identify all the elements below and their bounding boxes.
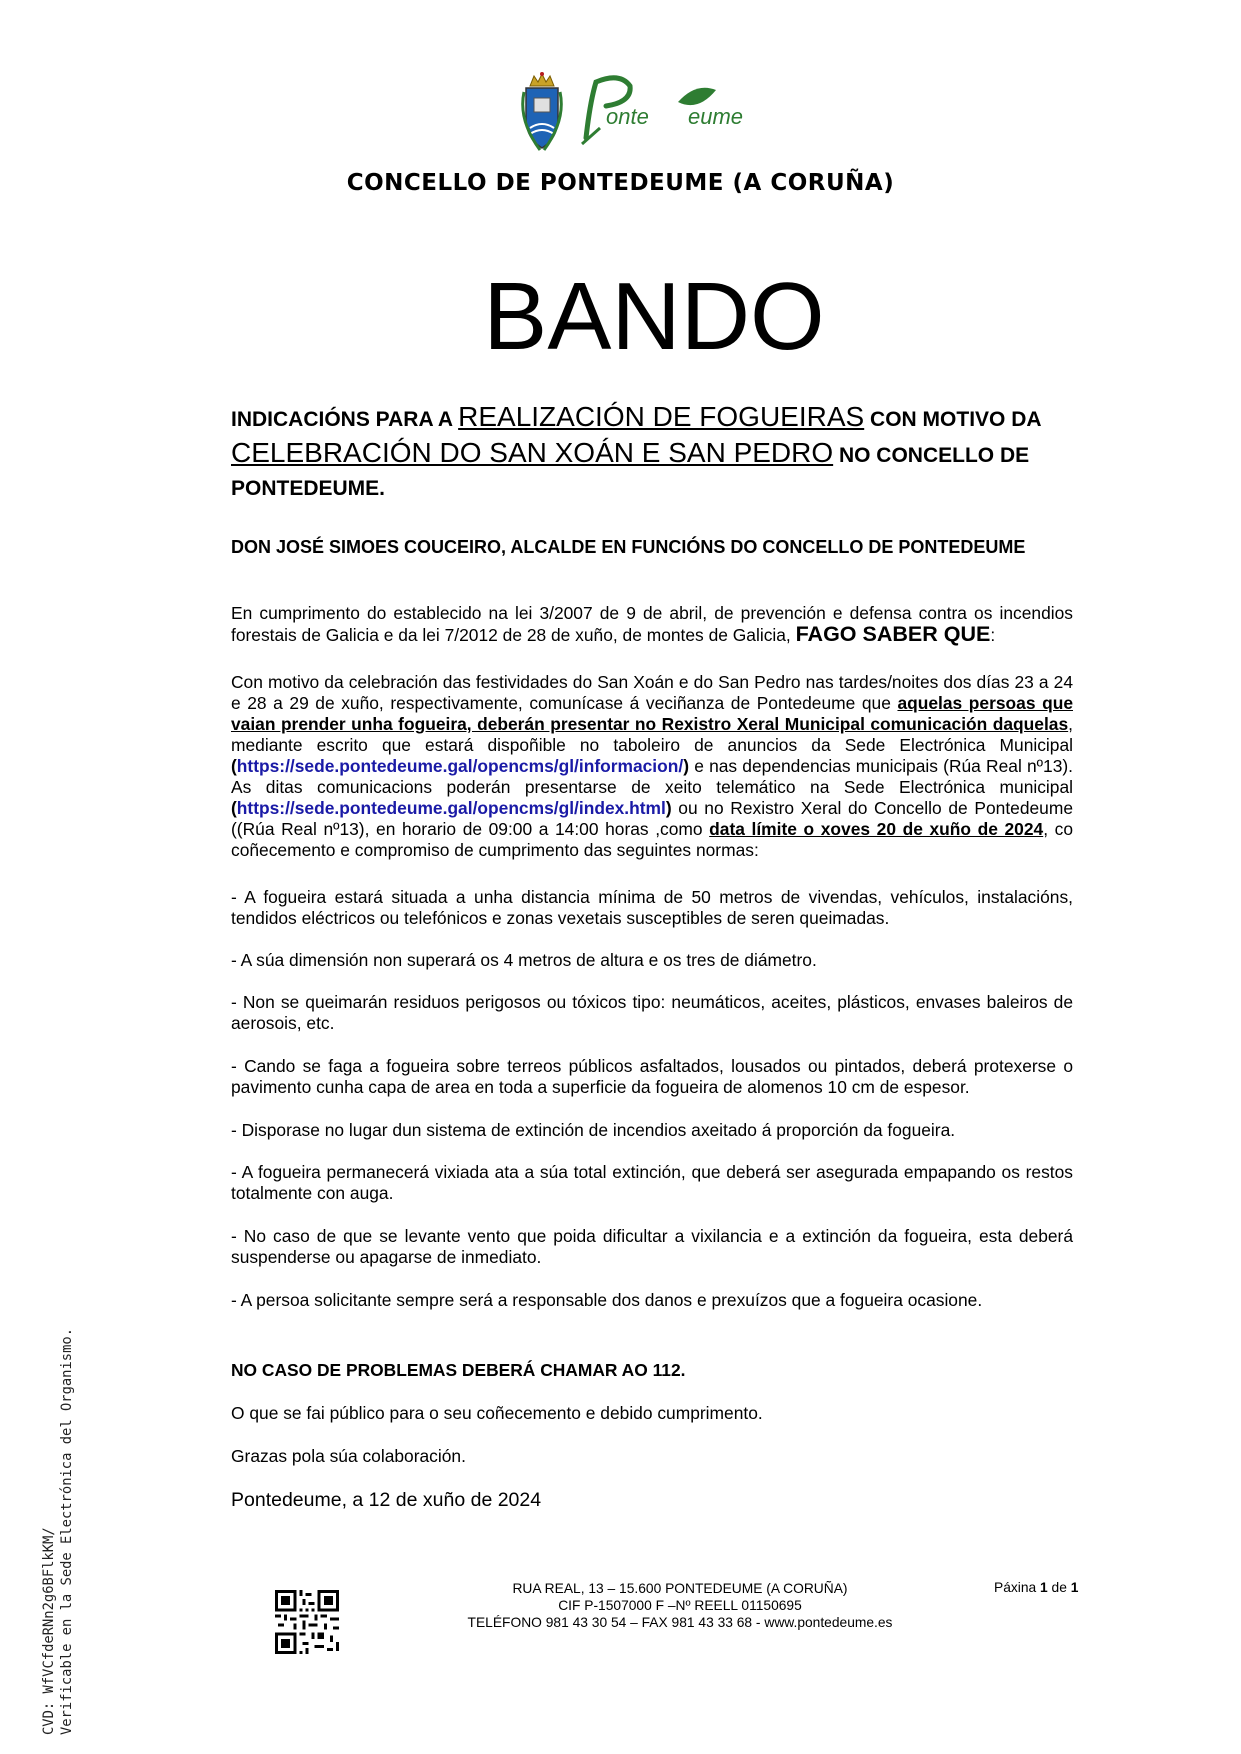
verification-note: Verificable en la Sede Electrónica del Organismo.	[59, 1327, 75, 1735]
closing-thanks: Grazas pola súa colaboración.	[231, 1446, 466, 1466]
footer-address	[420, 1580, 940, 1631]
page-counter: Páxina 1 de 1	[994, 1580, 1079, 1595]
rule-item: - A fogueira estará situada a unha distancia mínima de 50 metros de vivendas, vehículos, instalacións, tendidos eléctricos ou telefónicos e zonas vexetais susceptibles de seren queimadas.	[231, 887, 1073, 928]
council-name: CONCELLO DE PONTEDEUME (A CORUÑA)	[346, 170, 895, 196]
council-logo	[520, 72, 780, 156]
document-title: BANDO	[483, 263, 825, 370]
closing-public: O que se fai público para o seu coñecemento e debido cumprimento.	[231, 1403, 763, 1423]
svg-text:onte: onte	[606, 104, 649, 129]
svg-text:eume: eume	[688, 104, 744, 129]
rule-item: - A persoa solicitante sempre será a responsable dos danos e prexuízos que a fogueira ocasione.	[231, 1290, 983, 1310]
signature-date: Pontedeume, a 12 de xuño de 2024	[231, 1489, 542, 1511]
requirement-highlight: aquelas persoas que vaian prender unha fogueira, deberán presentar no Rexistro Xeral Municipal comunicación daquelas	[231, 693, 1073, 734]
footer-contact-line: TELÉFONO 981 43 30 54 – FAX 981 43 33 68 - www.pontedeume.es	[467, 1615, 893, 1630]
verification-stamp	[40, 1328, 76, 1735]
deadline-highlight: data límite o xoves 20 de xuño de 2024	[709, 819, 1044, 839]
cvd-code: CVD: WfVCfdeRNn2g6BFlkKM/	[41, 1527, 57, 1735]
emergency-notice: NO CASO DE PROBLEMAS DEBERÁ CHAMAR AO 112.	[231, 1360, 686, 1380]
coat-of-arms-icon	[523, 72, 562, 150]
rule-item: - No caso de que se levante vento que poida dificultar a vixilancia e a extinción da fogueira, esta deberá suspenderse ou apagarse de inmediato.	[231, 1226, 1073, 1267]
main-paragraph: Con motivo da celebración das festividades do San Xoán e do San Pedro nas tardes/noites dos días 23 a 24 e 28 a 29 de xuño, respectivamente, comunícase á veciñanza de Pontedeume que aquelas persoas que vaian prender unha fogueira, deberán presentar no Rexistro Xeral Municipal comunicación daquelas, mediante escrito que estará dispoñible no taboleiro de anuncios da Sede Electrónica Municipal (https://sede.pontedeume.gal/opencms/gl/informacion/) e nas dependencias municipais (Rúa Real nº13). As ditas comunicacions poderán presentarse de xeito telemático na Sede Electrónica municipal (https://sede.pontedeume.gal/opencms/gl/index.html) ou no Rexistro Xeral do Concello de Pontedeume ((Rúa Real nº13), en horario de 09:00 a 14:00 horas ,como data límite o xoves 20 de xuño de 2024, co coñecemento e compromiso de cumprimento das seguintes normas:	[231, 672, 1073, 860]
heading-bonfires: REALIZACIÓN DE FOGUEIRAS	[458, 401, 865, 432]
qr-code-icon	[275, 1590, 339, 1654]
notice-heading: INDICACIÓNS PARA A REALIZACIÓN DE FOGUEIRAS CON MOTIVO DA CELEBRACIÓN DO SAN XOÁN E SAN PEDRO NO CONCELLO DE PONTEDEUME.	[231, 401, 1041, 500]
rule-item: - Cando se faga a fogueira sobre terreos públicos asfaltados, lousados ou pintados, deberá protexerse o pavimento cunha capa de area en toda a superficie da fogueira de alomenos 10 cm de espesor.	[231, 1056, 1073, 1097]
link-informacion[interactable]: https://sede.pontedeume.gal/opencms/gl/informacion/	[236, 756, 684, 776]
rule-item: - Non se queimarán residuos perigosos ou tóxicos tipo: neumáticos, aceites, plásticos, envases baleiros de aerosois, etc.	[231, 992, 1073, 1033]
rule-item: - A fogueira permanecerá vixiada ata a súa total extinción, que deberá ser asegurada empapando os restos totalmente con auga.	[231, 1162, 1073, 1203]
link-sede-index[interactable]: https://sede.pontedeume.gal/opencms/gl/index.html	[236, 798, 666, 818]
rule-item: - Disporase no lugar dun sistema de extinción de incendios axeitado á proporción da fogueira.	[231, 1120, 956, 1140]
rule-item: - A súa dimensión non superará os 4 metros de altura e os tres de diámetro.	[231, 950, 817, 970]
mayor-line: DON JOSÉ SIMOES COUCEIRO, ALCALDE EN FUNCIÓNS DO CONCELLO DE PONTEDEUME	[231, 537, 1026, 557]
footer-address-line: RUA REAL, 13 – 15.600 PONTEDEUME (A CORUÑA)	[512, 1581, 848, 1596]
law-paragraph: En cumprimento do establecido na lei 3/2007 de 9 de abril, de prevención e defensa contra os incendios forestais de Galicia e da lei 7/2012 de 28 de xuño, de montes de Galicia, FAGO SABER QUE:	[231, 603, 1073, 646]
heading-celebration: CELEBRACIÓN DO SAN XOÁN E SAN PEDRO	[231, 437, 834, 468]
footer-cif-line: CIF P-1507000 F –Nº REELL 01150695	[558, 1598, 802, 1613]
fago-saber: FAGO SABER QUE	[795, 622, 991, 646]
